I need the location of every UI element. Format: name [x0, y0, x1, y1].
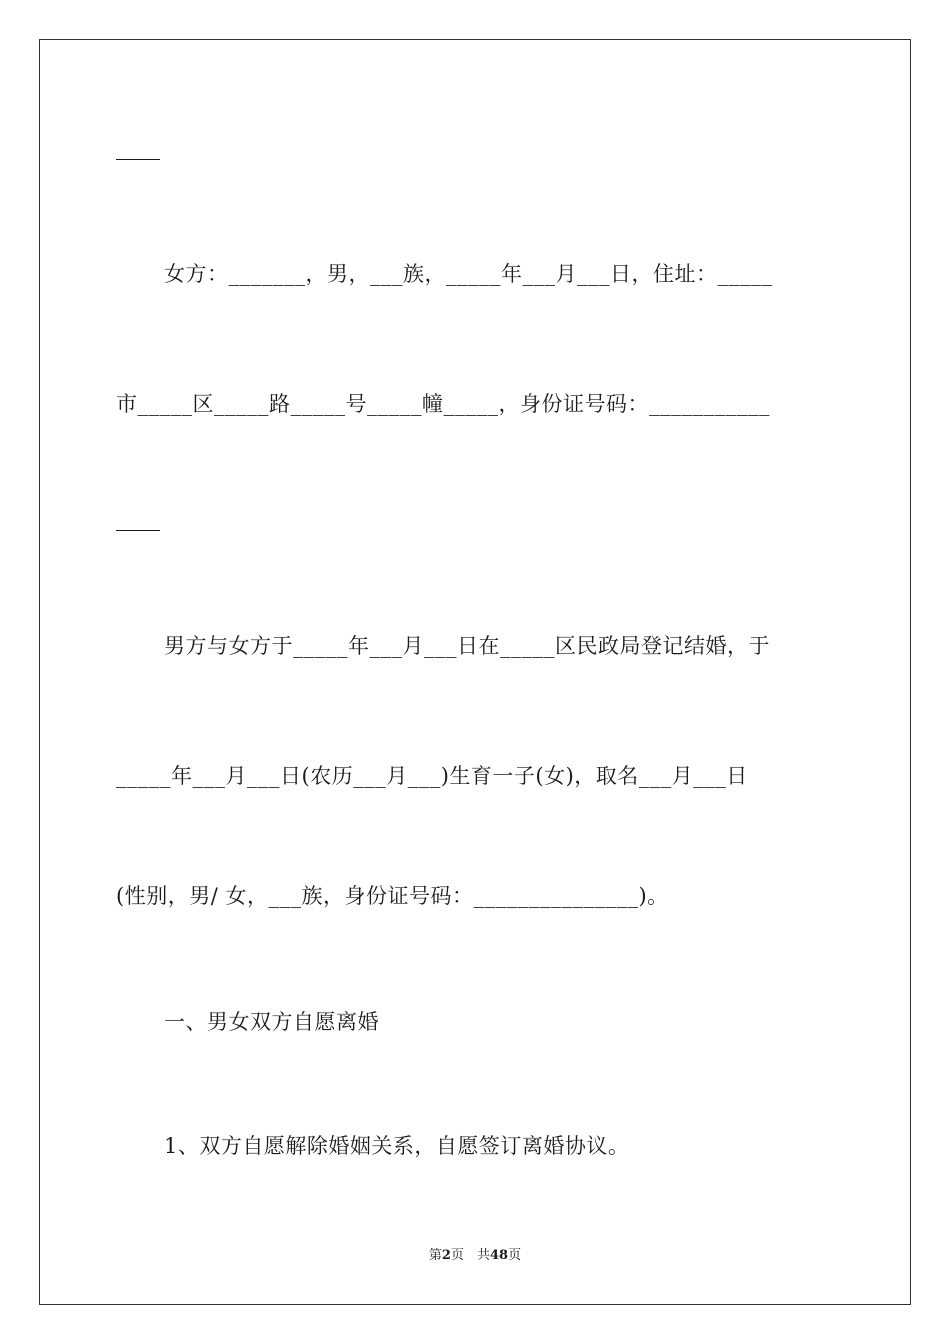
paragraph-line: 男方与女方于_____年___月___日在_____区民政局登记结婚，于: [164, 634, 770, 658]
footer-page-mid: 页 共: [450, 1248, 490, 1263]
footer-page-prefix: 第: [428, 1248, 442, 1263]
paragraph-line: 市_____区_____路_____号_____幢_____，身份证号码：___________: [116, 392, 770, 416]
paragraph-line: 1、双方自愿解除婚姻关系，自愿签订离婚协议。: [164, 1134, 630, 1158]
paragraph-line: 女方：_______，男，___族，_____年___月___日，住址：_____: [164, 262, 773, 286]
footer-page-current: 2: [441, 1248, 451, 1263]
continuation-line: [116, 159, 160, 160]
page-frame: [39, 39, 911, 1305]
paragraph-line: (性别，男/ 女，___族，身份证号码：_______________)。: [116, 884, 669, 908]
footer-page-total: 48: [489, 1248, 509, 1263]
paragraph-line: _____年___月___日(农历___月___)生育一子(女)，取名___月___日: [116, 764, 748, 788]
footer-page-suffix: 页: [508, 1248, 522, 1263]
section-heading: 一、男女双方自愿离婚: [164, 1010, 379, 1034]
page-footer: [0, 1247, 950, 1265]
continuation-line: [116, 530, 160, 531]
